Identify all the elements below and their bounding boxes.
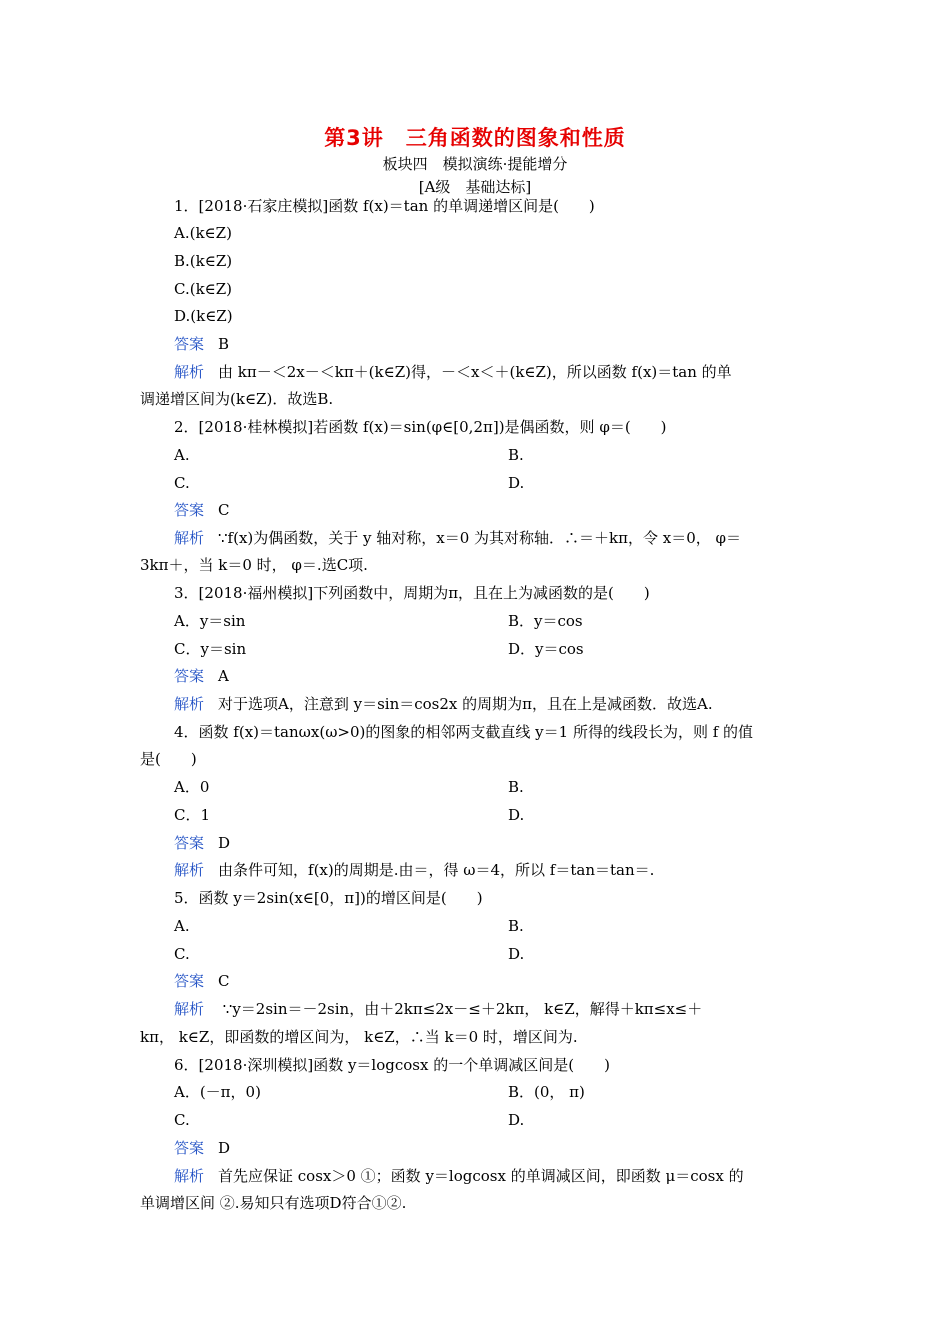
q5-answer-row [140, 968, 846, 994]
answer-label: 答案 [174, 667, 205, 685]
q1-analysis-1: 由 kπ－＜2x－＜kπ＋(k∈Z)得，－＜x＜＋(k∈Z)，所以函数 f(x)＝tan 的单 [218, 363, 732, 381]
q2-option-a: A. [174, 446, 190, 464]
q3-analysis-row [140, 691, 846, 717]
q2-stem: 2．[2018·桂林模拟]若函数 f(x)＝sin(φ∈[0,2π])是偶函数，则 φ＝( ) [174, 418, 667, 436]
analysis-label: 解析 [174, 695, 205, 713]
q4-stem-2: 是( ) [140, 750, 197, 768]
q3-option-c: C．y＝sin [174, 640, 247, 658]
q2-analysis-2: 3kπ＋，当 k＝0 时， φ＝.选C项. [140, 556, 368, 574]
q2-analysis-row [140, 525, 846, 551]
q4-option-b: B. [508, 778, 524, 796]
q6-option-d: D. [508, 1111, 525, 1129]
q4-option-d: D. [508, 806, 525, 824]
level-heading: [A级 基础达标] [418, 178, 532, 196]
q1-option-c: C.(k∈Z) [174, 280, 233, 298]
q5-answer: C [218, 972, 230, 990]
answer-label: 答案 [174, 501, 205, 519]
analysis-label: 解析 [174, 1000, 205, 1018]
q2-answer: C [218, 501, 230, 519]
q6-option-c: C. [174, 1111, 190, 1129]
q3-option-a: A．y＝sin [174, 612, 246, 630]
q3-answer-row [140, 663, 846, 689]
answer-label: 答案 [174, 1139, 205, 1157]
q5-option-c: C. [174, 945, 190, 963]
q1-stem: 1．[2018·石家庄模拟]函数 f(x)＝tan 的单调递增区间是( ) [174, 197, 595, 215]
q3-analysis-1: 对于选项A，注意到 y＝sin＝cos2x 的周期为π，且在上是减函数．故选A. [218, 695, 713, 713]
q5-option-a: A. [174, 917, 190, 935]
q1-answer-row [140, 331, 846, 357]
q4-analysis-row [140, 857, 846, 883]
q2-option-d: D. [508, 474, 525, 492]
section-subtitle: 板块四 模拟演练·提能增分 [382, 155, 568, 173]
q6-answer: D [218, 1139, 231, 1157]
q6-analysis-1: 首先应保证 cosx＞0 ①；函数 y＝logcosx 的单调减区间，即函数 μ＝cosx 的 [218, 1167, 744, 1185]
q1-option-b: B.(k∈Z) [174, 252, 233, 270]
q6-answer-row [140, 1135, 846, 1161]
q2-answer-row [140, 497, 846, 523]
q5-analysis-row [140, 996, 846, 1022]
q2-option-c: C. [174, 474, 190, 492]
q4-analysis-1: 由条件可知，f(x)的周期是.由＝，得 ω＝4，所以 f＝tan＝tan＝. [218, 861, 655, 879]
q1-option-d: D.(k∈Z) [174, 307, 233, 325]
q1-option-a: A.(k∈Z) [174, 224, 232, 242]
answer-label: 答案 [174, 972, 205, 990]
q3-option-d: D．y＝cos [508, 640, 584, 658]
q6-analysis-row [140, 1163, 846, 1189]
q1-answer: B [218, 335, 230, 353]
q6-stem: 6．[2018·深圳模拟]函数 y＝logcosx 的一个单调减区间是( ) [174, 1056, 610, 1074]
q3-stem: 3．[2018·福州模拟]下列函数中，周期为π，且在上为减函数的是( ) [174, 584, 650, 602]
q4-answer: D [218, 834, 231, 852]
q3-option-b: B．y＝cos [508, 612, 583, 630]
q6-option-b: B．(0， π) [508, 1083, 585, 1101]
analysis-label: 解析 [174, 529, 205, 547]
q5-option-d: D. [508, 945, 525, 963]
q1-analysis-2: 调递增区间为(k∈Z)．故选B. [140, 390, 334, 408]
q4-option-c: C．1 [174, 806, 211, 824]
analysis-label: 解析 [174, 861, 205, 879]
q4-option-a: A．0 [174, 778, 210, 796]
q4-stem-1: 4．函数 f(x)＝tanωx(ω>0)的图象的相邻两支截直线 y＝1 所得的线段长为，则 f 的值 [174, 723, 754, 741]
q2-option-b: B. [508, 446, 524, 464]
q5-analysis-2: kπ， k∈Z，即函数的增区间为， k∈Z，∴当 k＝0 时，增区间为. [140, 1028, 578, 1046]
q6-option-a: A．(－π，0) [174, 1083, 261, 1101]
page-title: 第3讲 三角函数的图象和性质 [324, 126, 626, 150]
analysis-label: 解析 [174, 363, 205, 381]
q1-analysis-row [140, 359, 846, 385]
q2-analysis-1: ∵f(x)为偶函数，关于 y 轴对称，x＝0 为其对称轴．∴＝＋kπ，令 x＝0， φ＝ [218, 529, 742, 547]
answer-label: 答案 [174, 834, 205, 852]
q6-analysis-2: 单调增区间 ②.易知只有选项D符合①②. [140, 1194, 407, 1212]
q5-option-b: B. [508, 917, 524, 935]
q5-analysis-1: ∵y＝2sin＝－2sin，由＋2kπ≤2x－≤＋2kπ， k∈Z，解得＋kπ≤x≤＋ [218, 1000, 703, 1018]
q3-answer: A [218, 667, 229, 685]
analysis-label: 解析 [174, 1167, 205, 1185]
q5-stem: 5．函数 y＝2sin(x∈[0，π])的增区间是( ) [174, 889, 483, 907]
answer-label: 答案 [174, 335, 205, 353]
q4-answer-row [140, 830, 846, 856]
